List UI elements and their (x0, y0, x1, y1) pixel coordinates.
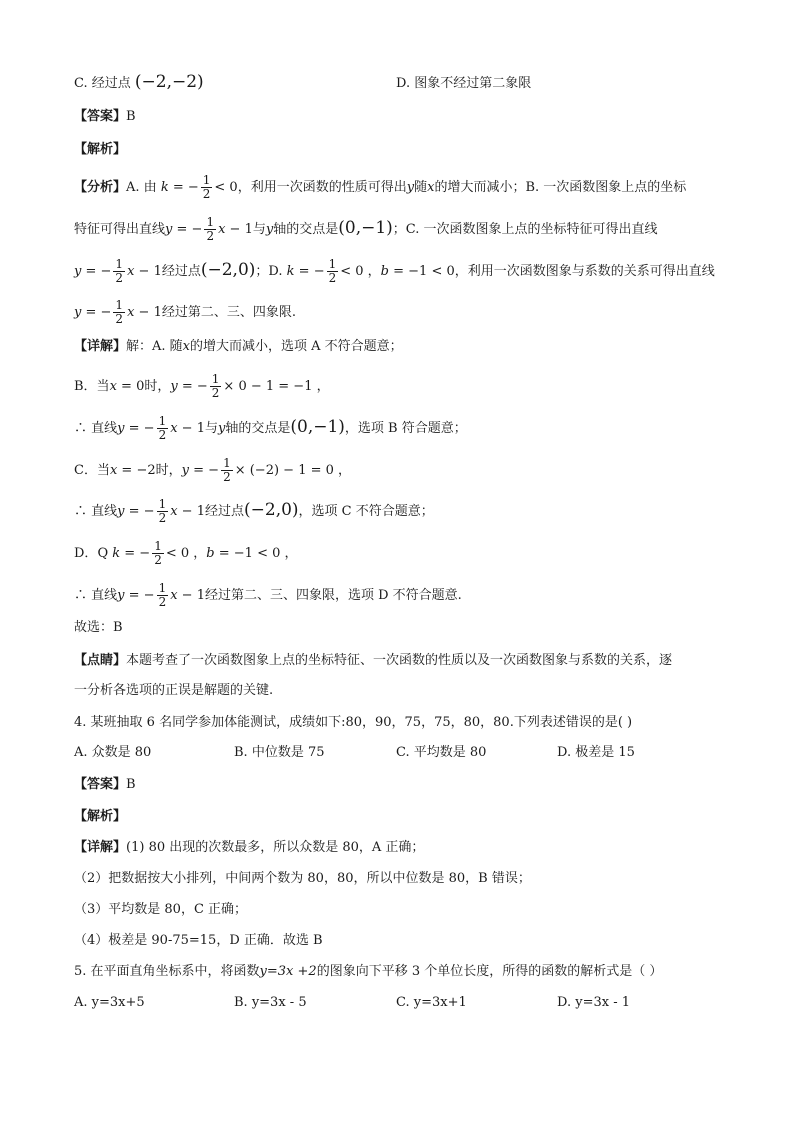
detail-label: 【详解】 (74, 339, 127, 354)
text: ，选项 C 不符合题意； (298, 504, 434, 519)
analysis-tag: 【解析】 (74, 142, 127, 157)
point: (−2,0) (244, 500, 299, 520)
text: ∴ 直线 (74, 504, 118, 519)
text: ∴ 直线 (74, 588, 118, 603)
option-c (74, 72, 204, 94)
text: ，选项 B 符合题意； (344, 421, 467, 436)
text: 经过点 (204, 504, 244, 519)
text: ；C. 一次函数图象上点的坐标特征可得出直线 (392, 222, 658, 237)
q5-option-b: B. y=3x - 5 (234, 995, 307, 1010)
text: ∴ 直线 (74, 421, 118, 436)
text: 的图象向下平移 3 个单位长度，所得的函数的解析式是（ ） (316, 964, 663, 979)
text: 的增大而减小；B. 一次函数图象上点的坐标 (434, 180, 687, 195)
q4-option-b: B. 中位数是 75 (234, 745, 325, 760)
function: y=3x +2 (259, 964, 317, 979)
text: B．当 (74, 379, 110, 394)
text: 时， (144, 379, 171, 394)
comment-label: 【点睛】 (74, 653, 127, 668)
text: (1) 80 出现的次数最多，所以众数是 80，A 正确； (126, 840, 425, 855)
q4-detail-2: （2）把数据按大小排列，中间两个数为 80，80，所以中位数是 80，B 错误； (74, 871, 531, 886)
q4-detail-3: （3）平均数是 80，C 正确； (74, 902, 248, 917)
analysis-line-1: 【分析】A. 由 k = − $\frac{1}{2}$ < 0，利用一次函数的性质可得出y随x的增大而减小；B. 一次函数图象上点的坐标 (74, 173, 687, 201)
q4-option-a: A. 众数是 80 (74, 745, 152, 760)
q4-option-c: C. 平均数是 80 (396, 745, 487, 760)
detail-d-1: D．Q k = − $\frac{1}{2}$ < 0 ，b = −1 < 0 ， (74, 539, 298, 567)
detail-c-1: C．当x = −2时，y = − $\frac{1}{2}$ × (−2) − 1 = 0 ， (74, 456, 352, 484)
text: 特征可得出直线 (74, 222, 166, 237)
choose-line: 故选：B (74, 620, 123, 635)
detail-d-2: ∴ 直线y = − $\frac{1}{2}$ x − 1经过第二、三、四象限，选项 D 不符合题意. (74, 581, 462, 609)
text: 解：A. 随 (126, 339, 183, 354)
comment-line-1 (74, 651, 672, 671)
option-c-text: C. 经过点 (74, 76, 131, 91)
text: 与 (252, 222, 266, 237)
text: 轴的交点是 (273, 222, 339, 237)
text: 随 (414, 180, 428, 195)
analysis-line-2: 特征可得出直线y = − $\frac{1}{2}$ x − 1与y轴的交点是(0,−1)；C. 一次函数图象上点的坐标特征可得出直线 (74, 215, 658, 243)
text: Q (97, 546, 109, 561)
text: A. 由 (126, 180, 157, 195)
detail-line-1: 【详解】解：A. 随x的增大而减小，选项 A 不符合题意； (74, 339, 403, 354)
q4-analysis-tag: 【解析】 (74, 809, 127, 824)
point: (0,−1) (290, 417, 345, 437)
answer-tag: 【答案】 (74, 109, 127, 124)
option-c-point: (−2,−2) (134, 72, 204, 92)
text: 经过第二、三、四象限，选项 D 不符合题意. (204, 588, 462, 603)
text: D． (74, 546, 98, 561)
q4-detail-1 (74, 838, 424, 858)
detail-b-2: ∴ 直线y = − $\frac{1}{2}$ x − 1与y轴的交点是(0,−1)，选项 B 符合题意； (74, 414, 467, 442)
q4-option-d: D. 极差是 15 (557, 745, 635, 760)
text: 轴的交点是 (225, 421, 291, 436)
text: C．当 (74, 463, 110, 478)
analysis-line-4: y = − $\frac{1}{2}$ x − 1经过第二、三、四象限. (74, 298, 296, 326)
analysis-label: 【分析】 (74, 180, 127, 195)
answer-tag: 【答案】 (74, 777, 127, 792)
comment-line-2: 一分析各选项的正误是解题的关键. (74, 683, 274, 698)
text: 5. 在平面直角坐标系中，将函数 (74, 964, 260, 979)
q5-option-a: A. y=3x+5 (74, 995, 145, 1010)
text: 经过点 (161, 264, 201, 279)
point: (0,−1) (338, 218, 393, 238)
detail-c-2: ∴ 直线y = − $\frac{1}{2}$ x − 1经过点(−2,0)，选项 C 不符合题意； (74, 497, 434, 525)
answer-line (74, 107, 136, 127)
point: (−2,0) (200, 260, 256, 280)
text: 的增大而减小，选项 A 不符合题意； (190, 339, 403, 354)
option-d: D. 图象不经过第二象限 (396, 76, 532, 91)
q4-detail-4: （4）极差是 90-75=15，D 正确．故选 B (74, 933, 323, 948)
q5-option-c: C. y=3x+1 (396, 995, 467, 1010)
text: ；D. (255, 264, 283, 279)
q5-option-d: D. y=3x - 1 (557, 995, 630, 1010)
text: ，利用一次函数图象与系数的关系可得出直线 (454, 264, 715, 279)
text: 经过第二、三、四象限. (161, 305, 296, 320)
text: 与 (204, 421, 218, 436)
answer-value: B (126, 109, 136, 124)
q4-stem: 4. 某班抽取 6 名同学参加体能测试，成绩如下:80，90，75，75，80，80.下列表述错误的是( ) (74, 715, 633, 730)
answer-value: B (126, 777, 136, 792)
detail-b-1: B．当x = 0时，y = − $\frac{1}{2}$ × 0 − 1 = −1 ， (74, 372, 330, 400)
text: ，利用一次函数的性质可得出 (237, 180, 407, 195)
analysis-line-3: y = − $\frac{1}{2}$ x − 1经过点(−2,0)；D. k = − $\frac{1}{2}$ < 0 ，b = −1 < 0，利用一次函数图象与系数的关系可得出直线 (74, 257, 715, 285)
text: 本题考查了一次函数图象上点的坐标特征、一次函数的性质以及一次函数图象与系数的关系，逐 (126, 653, 673, 668)
detail-label: 【详解】 (74, 840, 127, 855)
q4-answer (74, 775, 136, 795)
text: 时， (155, 463, 182, 478)
q5-stem (74, 962, 662, 982)
